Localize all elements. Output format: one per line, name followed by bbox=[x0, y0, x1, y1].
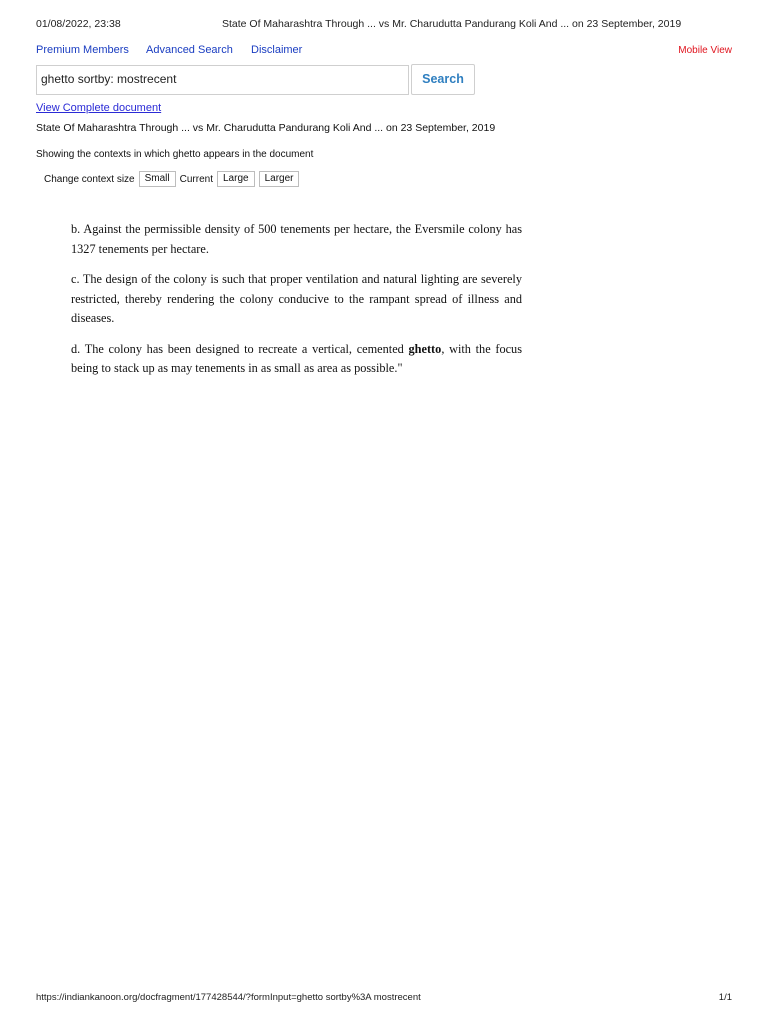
print-page-title: State Of Maharashtra Through ... vs Mr. Charudutta Pandurang Koli And ... on 23 September, 2019 bbox=[222, 18, 682, 30]
print-page-number: 1/1 bbox=[718, 992, 732, 1003]
context-size-label: Change context size bbox=[44, 173, 135, 185]
context-larger-button[interactable]: Larger bbox=[259, 171, 300, 187]
context-small-button[interactable]: Small bbox=[139, 171, 176, 187]
premium-members-link[interactable]: Premium Members bbox=[36, 44, 129, 56]
print-datetime: 01/08/2022, 23:38 bbox=[36, 18, 121, 30]
fragment-paragraph-b: b. Against the permissible density of 500 tenements per hectare, the Eversmile colony has 1327 tenements per hectare. bbox=[71, 222, 522, 256]
highlighted-term: ghetto bbox=[408, 341, 442, 356]
disclaimer-link[interactable]: Disclaimer bbox=[251, 44, 303, 56]
advanced-search-link[interactable]: Advanced Search bbox=[146, 44, 233, 56]
print-header bbox=[36, 18, 732, 32]
document-fragment bbox=[71, 220, 522, 390]
search-input[interactable]: ghetto sortby: mostrecent bbox=[36, 65, 409, 95]
context-current-label: Current bbox=[179, 173, 213, 185]
fragment-paragraph-d bbox=[71, 340, 522, 379]
view-complete-document-link[interactable]: View Complete document bbox=[36, 102, 162, 114]
fragment-text: , with the focus being to stack up as may tenements in as small as area as possible." bbox=[71, 341, 522, 375]
print-footer bbox=[36, 992, 732, 1006]
mobile-view-link[interactable]: Mobile View bbox=[678, 45, 732, 56]
top-nav bbox=[36, 44, 732, 58]
print-url: https://indiankanoon.org/docfragment/177428544/?formInput=ghetto sortby%3A mostrecent bbox=[36, 992, 421, 1003]
context-size-controls bbox=[44, 171, 299, 187]
search-button[interactable]: Search bbox=[411, 64, 475, 95]
document-heading: State Of Maharashtra Through ... vs Mr. Charudutta Pandurang Koli And ... on 23 September, 2019 bbox=[36, 122, 496, 134]
context-large-button[interactable]: Large bbox=[217, 171, 255, 187]
fragment-paragraph-c: c. The design of the colony is such that proper ventilation and natural lighting are severely restricted, thereby rendering the colony conducive to the rampant spread of illness and diseases. bbox=[71, 272, 522, 325]
fragment-text: d. The colony has been designed to recreate a vertical, cemented bbox=[71, 341, 409, 356]
context-note: Showing the contexts in which ghetto appears in the document bbox=[36, 149, 314, 160]
